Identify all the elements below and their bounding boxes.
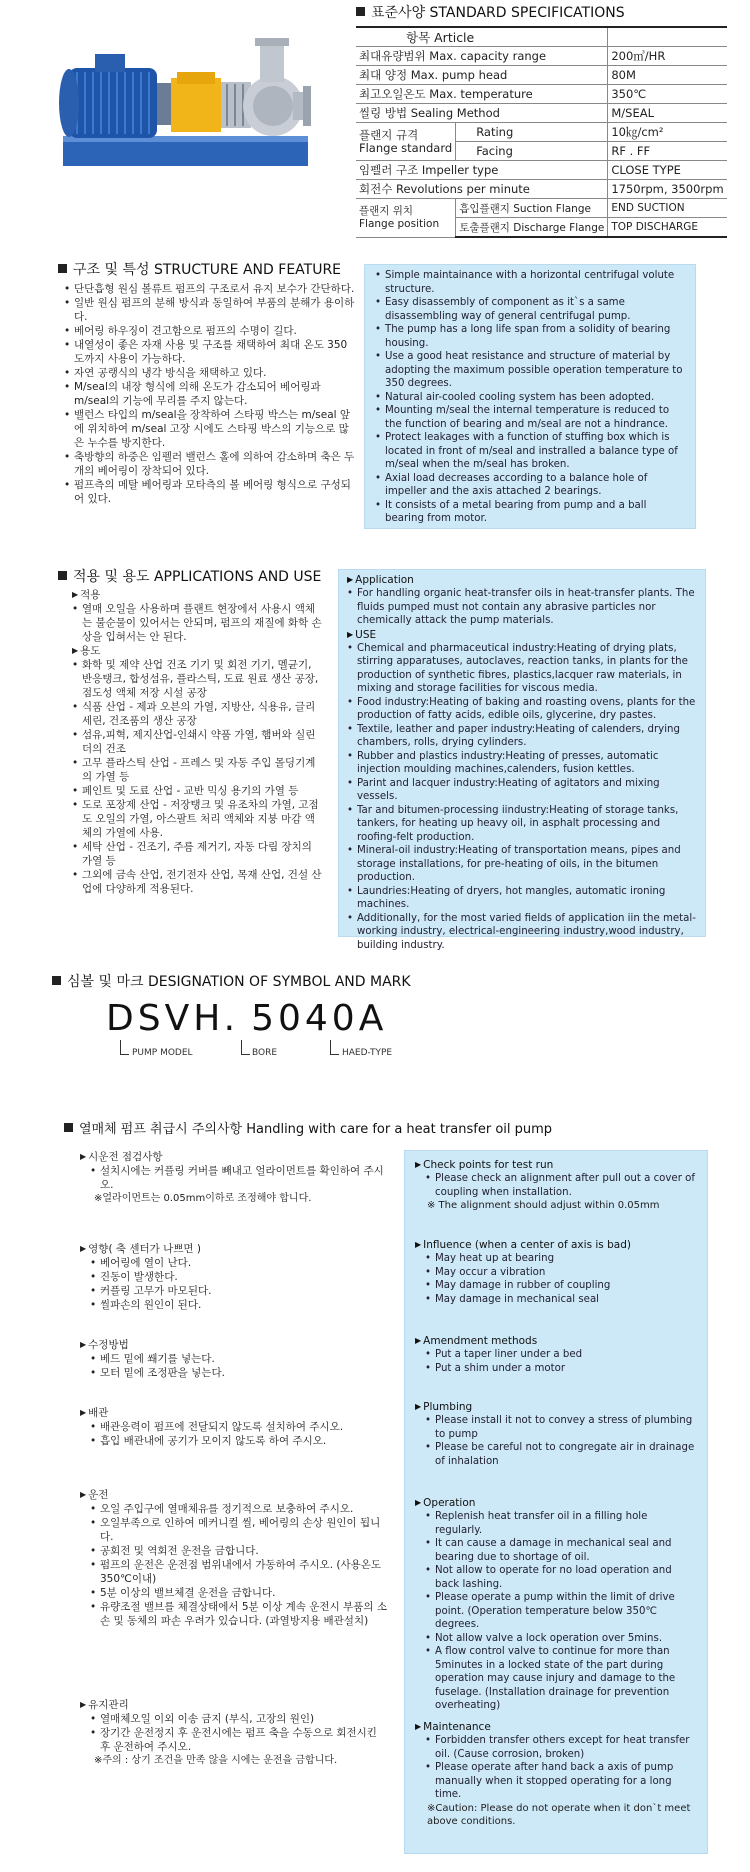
- handling-ko-group: [80, 1406, 388, 1488]
- label-model: PUMP MODEL: [132, 1048, 193, 1058]
- list-item: • Please check an alignment after pull out a cover of coupling when installation.: [425, 1172, 697, 1199]
- list-item: • Not allow valve a lock operation over 5mins.: [425, 1632, 697, 1646]
- spec-value: 1750rpm, 3500rpm: [608, 180, 727, 199]
- designation-leader-bore: [241, 1040, 250, 1055]
- list-item: • Natural air-cooled cooling system has been adopted.: [375, 391, 685, 405]
- list-item: • 내열성이 좋은 자재 사용 및 구조를 채택하여 최대 온도 350도까지 사용이 가능하다.: [64, 338, 356, 366]
- spec-label: 씰링 방법 Sealing Method: [356, 104, 608, 123]
- handling-en-heading: ▶ Influence (when a center of axis is bad): [415, 1238, 697, 1252]
- list-item: • Put a shim under a motor: [425, 1362, 697, 1376]
- handling-en-heading: ▶ Maintenance: [415, 1720, 697, 1734]
- list-item: • Not allow to operate for no load operation and back lashing.: [425, 1564, 697, 1591]
- code-bore: 5040: [251, 998, 359, 1039]
- list-item: • Please be careful not to congregate air in drainage of inhalation: [425, 1441, 697, 1468]
- handling-en-heading: ▶ Check points for test run: [415, 1158, 697, 1172]
- list-item: • 도로 포장제 산업 - 저장탱크 및 유조차의 가열, 고점도 오일의 가열, 아스팔트 처리 액체와 지붕 마감 액체의 가열에 사용.: [72, 798, 322, 840]
- list-item: • 베어링 하우징이 견고함으로 펌프의 수명이 길다.: [64, 324, 356, 338]
- structure-en-box: [364, 264, 696, 529]
- list-item: • 오일부족으로 인하여 메커니컬 씰, 베어링의 손상 원인이 됩니다.: [90, 1516, 388, 1544]
- designation-title-text: 심볼 및 마크 DESIGNATION OF SYMBOL AND MARK: [67, 974, 411, 990]
- handling-en-group: [415, 1720, 697, 1828]
- handling-ko-group: [80, 1242, 388, 1338]
- spec-label: 회전수 Revolutions per minute: [356, 180, 608, 199]
- structure-ko-list: [64, 282, 356, 506]
- spec-title-text: 표준사양 STANDARD SPECIFICATIONS: [371, 5, 625, 21]
- list-item: • Parint and lacquer industry:Heating of agitators and mixing vessels.: [347, 777, 697, 804]
- code-model: DSVH: [106, 998, 224, 1039]
- handling-ko-note: ※주의 : 상기 조건을 만족 않을 시에는 운전을 금합니다.: [94, 1755, 338, 1766]
- handling-ko-heading: ▶ 배관: [80, 1406, 388, 1420]
- list-item: • The pump has a long life span from a solidity of bearing housing.: [375, 323, 685, 350]
- code-dot: .: [223, 998, 240, 1039]
- handling-ko-group: [80, 1338, 388, 1406]
- list-item: • May occur a vibration: [425, 1266, 697, 1280]
- applications-en-box: [338, 569, 706, 951]
- applications-title: [58, 566, 321, 586]
- list-item: • 유량조절 밸브를 체결상태에서 5분 이상 계속 운전시 부품의 소손 및 동체의 파손 우려가 있습니다. (과열방지용 배관설치): [90, 1600, 388, 1628]
- spec-value: 350℃: [608, 85, 727, 104]
- list-item: • Simple maintainance with a horizontal centrifugal volute structure.: [375, 269, 685, 296]
- list-item: • Protect leakages with a function of stuffing box which is located in front of m/seal and instralled a balance type of m/seal when the m/seal has broken.: [375, 431, 685, 472]
- list-item: • 펌프의 운전은 운전점 범위내에서 가동하여 주시오. (사용온도 350℃이내): [90, 1558, 388, 1586]
- flange-label-ko: 플랜지 규격: [359, 127, 419, 142]
- list-item: • May heat up at bearing: [425, 1252, 697, 1266]
- spec-label: 최고오일온도 Max. temperature: [356, 85, 608, 104]
- handling-ko-heading: ▶ 시운전 점검사항: [80, 1150, 388, 1164]
- handling-en-heading: ▶ Plumbing: [415, 1400, 697, 1414]
- list-item: • 5분 이상의 밸브체결 운전을 금합니다.: [90, 1586, 388, 1600]
- list-item: • Mounting m/seal the internal temperature is reduced to the function of bearing and m/seal are not a hindrance.: [375, 404, 685, 431]
- list-item: • M/seal의 내장 형식에 의해 온도가 감소되어 베어링과 m/seal의 기능에 무리를 주지 않는다.: [64, 380, 356, 408]
- flange-rating-value: 10㎏/cm²: [608, 123, 727, 142]
- handling-ko-group: [80, 1698, 388, 1767]
- list-item: • Food industry:Heating of baking and roasting ovens, plants for the production of fatty acids, edible oils, glycerine, dry pastes.: [347, 696, 697, 723]
- list-item: • Tar and bitumen-processing iindustry:Heating of storage tanks, tankers, for heating up heavy oil, in asphalt processing and roofing-felt production.: [347, 804, 697, 845]
- application-heading: ▶ Application: [347, 573, 697, 587]
- position-label: [356, 199, 456, 238]
- list-item: • Forbidden transfer others except for heat transfer oil. (Cause corrosion, broken): [425, 1734, 697, 1761]
- spec-value: 200㎥/HR: [608, 47, 727, 66]
- suction-value: END SUCTION: [608, 199, 727, 218]
- flange-label-en: Flange standard: [359, 140, 453, 155]
- designation-title: [52, 971, 411, 991]
- list-item: • 오일 주입구에 열매체유를 정기적으로 보충하여 주시오.: [90, 1502, 388, 1516]
- list-item: • Please install it not to convey a stress of plumbing to pump: [425, 1414, 697, 1441]
- list-item: • 진동이 발생한다.: [90, 1270, 388, 1284]
- list-item: • 식품 산업 - 제과 오븐의 가열, 지방산, 식용유, 글리세린, 건조품의 생산 공장: [72, 700, 322, 728]
- handling-title-text: 열매체 펌프 취급시 주의사항 Handling with care for a heat transfer oil pump: [79, 1122, 553, 1137]
- applications-ko: [72, 588, 322, 896]
- discharge-flange: 토출플랜지 Discharge Flange: [456, 218, 608, 238]
- spec-table: [356, 26, 727, 238]
- handling-en-box: [404, 1150, 708, 1854]
- flange-facing-value: RF . FF: [608, 142, 727, 161]
- handling-en-group: [415, 1496, 697, 1720]
- list-item: • Textile, leather and paper industry:Heating of calenders, drying chambers, rolls, drying cylinders.: [347, 723, 697, 750]
- handling-ko-group: [80, 1488, 388, 1698]
- list-item: • 장기간 운전정지 후 운전시에는 펌프 축을 수동으로 회전시킨 후 운전하여 주시오.: [90, 1726, 388, 1754]
- handling-en-note: ※ The alignment should adjust within 0.05mm: [427, 1200, 660, 1211]
- list-item: • Laundries:Heating of dryers, hot mangles, automatic ironing machines.: [347, 885, 697, 912]
- list-item: • Please operate after hand back a axis of pump manually when it stopped operating for a long time.: [425, 1761, 697, 1802]
- list-item: • 공회전 및 역회전 운전을 금합니다.: [90, 1544, 388, 1558]
- handling-en-group: [415, 1158, 697, 1238]
- position-label-en: Flange position: [359, 217, 440, 230]
- spec-value: CLOSE TYPE: [608, 161, 727, 180]
- spec-header: 항목 Article: [356, 27, 608, 47]
- flange-rating: Rating: [456, 123, 608, 142]
- handling-en-group: [415, 1400, 697, 1496]
- handling-ko-heading: ▶ 운전: [80, 1488, 388, 1502]
- handling-ko-heading: ▶ 수정방법: [80, 1338, 388, 1352]
- list-item: • 밸런스 타입의 m/seal을 장착하여 스타핑 박스는 m/seal 앞에 위치하여 m/seal 고장 시에도 스타핑 박스의 기능으로 많은 누수를 방지한다.: [64, 408, 356, 450]
- handling-ko-group: [80, 1150, 388, 1242]
- spec-label: 최대유량범위 Max. capacity range: [356, 47, 608, 66]
- list-item: • Axial load decreases according to a balance hole of impeller and the axis attached 2 bearings.: [375, 472, 685, 499]
- handling-en-heading: ▶ Operation: [415, 1496, 697, 1510]
- discharge-value: TOP DISCHARGE: [608, 218, 727, 238]
- list-item: • 단단흡형 원심 볼류트 펌프의 구조로서 유지 보수가 간단하다.: [64, 282, 356, 296]
- handling-ko-heading: ▶ 영향( 축 센터가 나쁘면 ): [80, 1242, 388, 1256]
- handling-en-note: ※Caution: Please do not operate when it don`t meet above conditions.: [427, 1802, 691, 1827]
- spec-label: 임펠러 구조 Impeller type: [356, 161, 608, 180]
- designation-leader-type: [330, 1040, 339, 1055]
- list-item: • May damage in mechanical seal: [425, 1293, 697, 1307]
- flange-facing: Facing: [456, 142, 608, 161]
- list-item: • 열매체오일 이외 이송 금지 (부식, 고장의 원인): [90, 1712, 388, 1726]
- list-item: • Additionally, for the most varied fields of application iin the metal-working industry, electrical-engineering industry,wood industry, building industry.: [347, 912, 697, 953]
- handling-en-group: [415, 1238, 697, 1334]
- handling-ko-note: ※얼라이먼트는 0.05mm이하로 조정해야 합니다.: [94, 1193, 312, 1204]
- handling-title: [64, 1118, 552, 1137]
- list-item: • A flow control valve to continue for more than 5minutes in a locked state of the part during operation may cause injury and damage to the fuselage. (Installation drainage for prevention overheating): [425, 1645, 697, 1713]
- list-item: • 화학 및 제약 산업 건조 기기 및 회전 기기, 멜균기, 반응탱크, 합성섬유, 플라스틱, 도료 원료 생산 공장, 점도성 액체 저장 시설 공장: [72, 658, 322, 700]
- list-item: • Mineral-oil industry:Heating of transportation means, pipes and storage installations, for pre-heating of oils, in the bitumen production.: [347, 844, 697, 885]
- list-item: • 설치시에는 커플링 커버를 빼내고 얼라이먼트를 확인하여 주시오.: [90, 1164, 388, 1192]
- list-item: • Chemical and pharmaceutical industry:Heating of drying plats, stirring apparatuses, autoclaves, reaction tanks, in plants for the production of synthetic fibres, plastics,lacquer raw materials, in mixing and storage facilities for viscous media.: [347, 642, 697, 696]
- list-item: • 일반 원심 펌프의 분해 방식과 동일하여 부품의 분해가 용이하다.: [64, 296, 356, 324]
- applications-title-text: 적용 및 용도 APPLICATIONS AND USE: [73, 569, 322, 585]
- use-en-heading: ▶ USE: [347, 628, 697, 642]
- list-item: • 배관응력이 펌프에 전달되지 않도록 설치하여 주시오.: [90, 1420, 388, 1434]
- list-item: • 커플링 고무가 마모된다.: [90, 1284, 388, 1298]
- list-item: • For handling organic heat-transfer oils in heat-transfer plants. The fluids pumped must not contain any abrasive particles nor chemically attack the pump materials.: [347, 587, 697, 628]
- spec-header-blank: [608, 27, 727, 47]
- structure-title: [58, 259, 341, 279]
- list-item: • 펌프측의 메탈 베어링과 모타측의 볼 베어링 형식으로 구성되어 있다.: [64, 478, 356, 506]
- pump-image: [55, 28, 315, 188]
- list-item: • 그외에 금속 산업, 전기전자 산업, 목재 산업, 건설 산업에 다양하게 적용된다.: [72, 868, 322, 896]
- list-item: • Easy disassembly of component as it`s a same disassembling way of general centrifugal pump.: [375, 296, 685, 323]
- apply-heading: ▶ 적용: [72, 588, 322, 602]
- designation-leader-model: [120, 1040, 129, 1055]
- list-item: • It consists of a metal bearing from pump and a ball bearing from motor.: [375, 499, 685, 526]
- list-item: • 열매 오일을 사용하며 플랜트 현장에서 사용시 액체는 불순물이 있어서는 안되며, 펌프의 재질에 화학 손상을 입혀서는 안 된다.: [72, 602, 322, 644]
- list-item: • 축방향의 하중은 임펠러 밸런스 홀에 의하여 감소하며 축은 두 개의 베어링이 장착되어 있다.: [64, 450, 356, 478]
- handling-en-heading: ▶ Amendment methods: [415, 1334, 697, 1348]
- list-item: • 흡입 배관내에 공기가 모이지 않도록 하여 주시오.: [90, 1434, 388, 1448]
- spec-value: 80M: [608, 66, 727, 85]
- designation-code: [106, 998, 387, 1039]
- list-item: • May damage in rubber of coupling: [425, 1279, 697, 1293]
- list-item: • Please operate a pump within the limit of drive point. (Operation temperature below 350℃ degrees.: [425, 1591, 697, 1632]
- list-item: • 고무 플라스틱 산업 - 프레스 및 자동 주입 몰딩기계의 가열 등: [72, 756, 322, 784]
- list-item: • Rubber and plastics industry:Heating of presses, automatic injection moulding machines,calenders, fusion kettles.: [347, 750, 697, 777]
- list-item: • 모터 밑에 조정판을 넣는다.: [90, 1366, 388, 1380]
- list-item: • 페인트 및 도료 산업 - 교반 믹싱 용기의 가열 등: [72, 784, 322, 798]
- handling-en-group: [415, 1334, 697, 1400]
- list-item: • Put a taper liner under a bed: [425, 1348, 697, 1362]
- position-label-ko: 플랜지 위치: [359, 204, 414, 217]
- list-item: • 자연 공랭식의 냉각 방식을 채택하고 있다.: [64, 366, 356, 380]
- handling-ko-heading: ▶ 유지관리: [80, 1698, 388, 1712]
- list-item: • 베어링에 열이 난다.: [90, 1256, 388, 1270]
- list-item: • Replenish heat transfer oil in a filling hole regularly.: [425, 1510, 697, 1537]
- list-item: • 베드 밑에 쐐기를 넣는다.: [90, 1352, 388, 1366]
- spec-title: [356, 2, 625, 22]
- list-item: • Use a good heat resistance and structure of material by adopting the maximum possible operation temperature to 350 degrees.: [375, 350, 685, 391]
- list-item: • 섬유,피혁, 제지산업-인쇄시 약품 가열, 햄버와 실린더의 건조: [72, 728, 322, 756]
- spec-value: M/SEAL: [608, 104, 727, 123]
- handling-ko: [80, 1150, 388, 1767]
- code-type: A: [358, 998, 388, 1039]
- structure-title-text: 구조 및 특성 STRUCTURE AND FEATURE: [73, 262, 342, 278]
- list-item: • 세탁 산업 - 건조기, 주름 제거기, 자동 다림 장치의 가열 등: [72, 840, 322, 868]
- suction-flange: 흡입플랜지 Suction Flange: [456, 199, 608, 218]
- flange-label: [356, 123, 456, 161]
- spec-label: 최대 양정 Max. pump head: [356, 66, 608, 85]
- label-bore: BORE: [252, 1048, 278, 1058]
- label-type: HAED-TYPE: [342, 1048, 393, 1058]
- list-item: • It can cause a damage in mechanical seal and bearing due to shortage of oil.: [425, 1537, 697, 1564]
- use-heading: ▶ 용도: [72, 644, 322, 658]
- list-item: • 씰파손의 원인이 된다.: [90, 1298, 388, 1312]
